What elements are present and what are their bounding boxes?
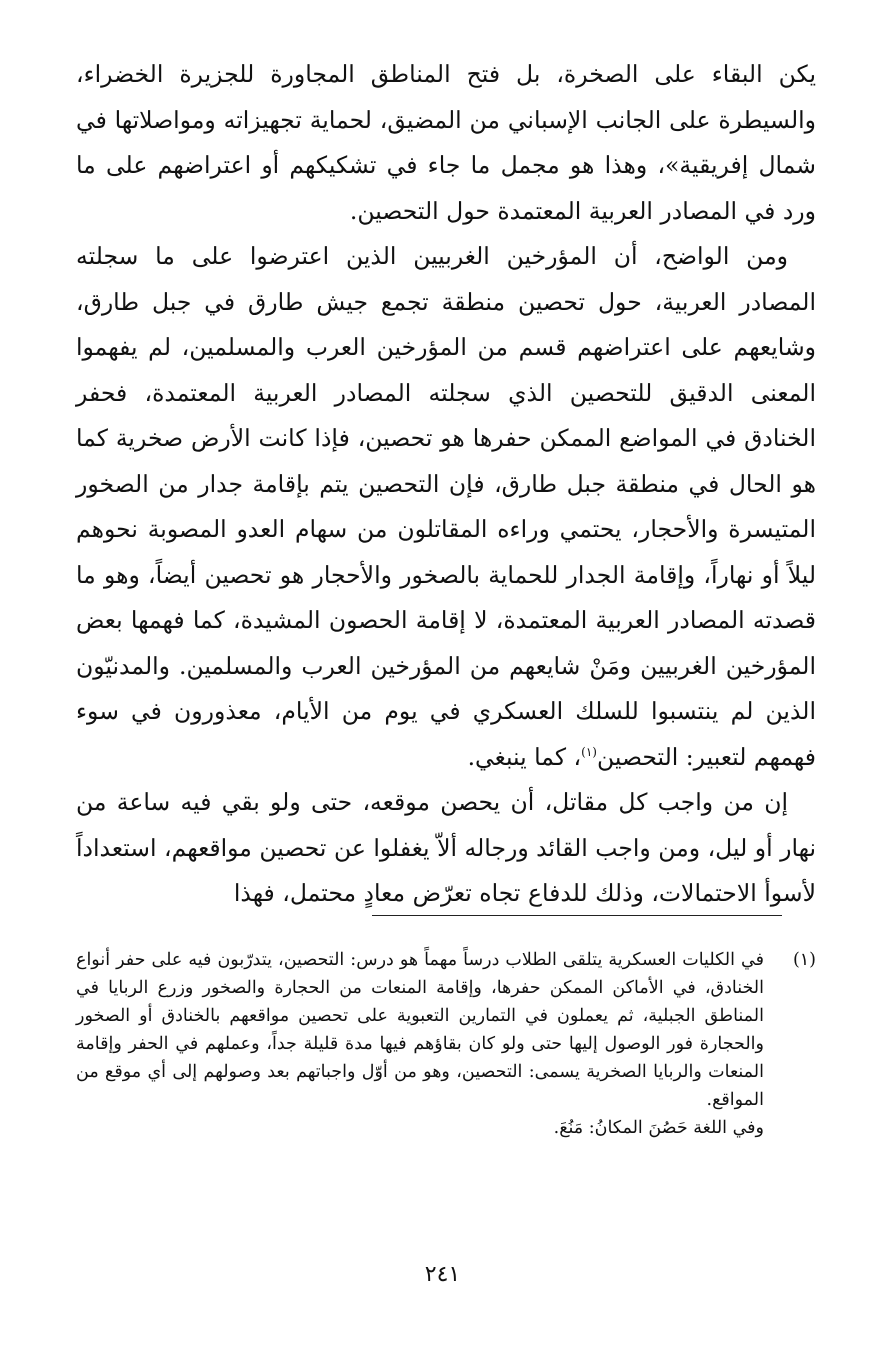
paragraph-2-text: ومن الواضح، أن المؤرخين الغربيين الذين اعترضوا على ما سجلته المصادر العربية، حول تحصين منطقة تجمع جيش طارق في جبل طارق، وشايعهم على اعتراضهم قسم من المؤرخين العرب والمسلمين، لم يفهموا المعنى الدقيق للتحصين الذي سجلته المصادر العربية المعتمدة، فحفر الخنادق في المواضع الممكن حفرها هو تحصين، فإذا كانت الأرض صخرية كما هو الحال في منطقة جبل طارق، فإن التحصين يتم بإقامة جدار من الصخور المتيسرة والأحجار، يحتمي وراءه المقاتلون من سهام العدو المصوبة نحوهم ليلاً أو نهاراً، وإقامة الجدار للحماية بالصخور والأحجار هو تحصين أيضاً، وهو ما قصدته المصادر العربية المعتمدة، لا إقامة الحصون المشيدة، كما فهمها بعض المؤرخين الغربيين ومَنْ شايعهم من المؤرخين العرب والمسلمين. والمدنيّون الذين لم ينتسبوا للسلك العسكري في يوم من الأيام، معذورون في سوء فهمهم لتعبير: التحصين [76,242,816,771]
paragraph-1: يكن البقاء على الصخرة، بل فتح المناطق المجاورة للجزيرة الخضراء، والسيطرة على الجانب الإسباني من المضيق، لحماية تجهيزاته ومواصلاتها في شمال إفريقية»، وهذا هو مجمل ما جاء في تشكيكهم أو اعتراضهم على ما ورد في المصادر العربية المعتمدة حول التحصين. [76,60,816,225]
footnote-marker: (١) [792,950,816,970]
footnote-last-line: وفي اللغة حَصُنَ المكانُ: مَنُعَ. [553,1118,764,1138]
footnote-reference[interactable]: (١) [581,744,597,759]
paragraph-3: إن من واجب كل مقاتل، أن يحصن موقعه، حتى ولو بقي فيه ساعة من نهار أو ليل، ومن واجب القائد ورجاله ألاّ يغفلوا عن تحصين مواقعهم، استعداداً لأسوأ الاحتمالات، وذلك للدفاع تجاه تعرّض معادٍ محتمل، فهذا [76,788,816,907]
paragraph-2-ending: ، كما ينبغي. [467,742,582,771]
main-text [76,52,816,917]
page-number: ٢٤١ [424,1262,461,1287]
footnote-text: في الكليات العسكرية يتلقى الطلاب درساً مهماً هو درس: التحصين، يتدرّبون فيه على حفر أنواع الخنادق، في الأماكن الممكن حفرها، وإقامة المنعات من الحجارة والصخور وزرع الربايا في المناطق الجبلية، ثم يعملون في التمارين التعبوية على تحصين مواقعهم بالخنادق أو الصخور والحجارة فور الوصول إليها حتى ولو كان بقاؤهم فيها مدة قليلة جداً، وعملهم في الحفر وإقامة المنعات والربايا الصخرية يسمى: التحصين، وهو من أوّل واجباتهم بعد وصولهم إلى أي موقع من المواقع. [76,950,764,1110]
paragraph-2 [76,234,816,780]
footnote [76,946,816,1142]
footnote-body [76,946,764,1142]
footnote-separator [372,915,782,916]
